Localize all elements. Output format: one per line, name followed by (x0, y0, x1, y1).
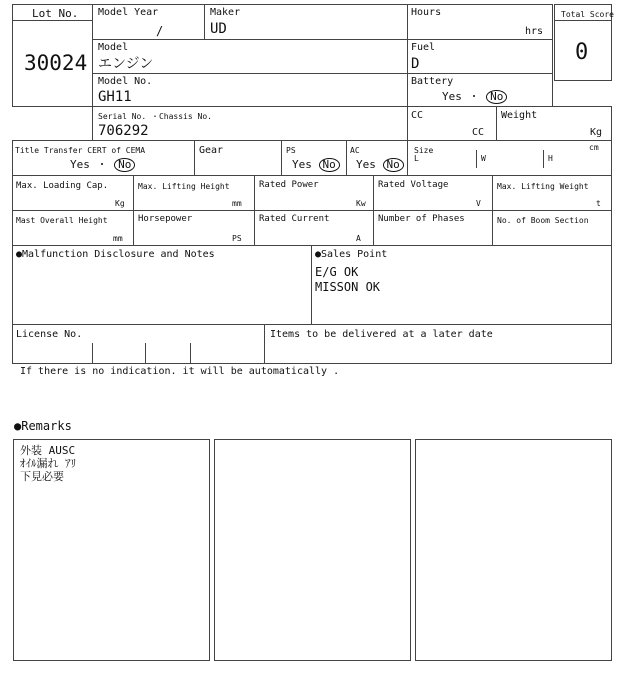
license-label: License No. (16, 329, 83, 340)
max-lifting-weight-label: Max. Lifting Weight (497, 182, 589, 191)
ac-no-circled: No (383, 158, 404, 172)
sales-point-label: ●Sales Point (315, 249, 388, 260)
battery-yes: Yes (442, 90, 462, 103)
rated-power-label: Rated Power (259, 180, 319, 190)
ac-label: AC (350, 146, 360, 155)
total-score-divider (554, 20, 612, 21)
max-lifting-weight-unit: t (596, 199, 601, 208)
size-divider-1 (476, 150, 477, 168)
sales-point-line-1: E/G OK (315, 265, 359, 279)
horsepower-unit: PS (232, 234, 242, 243)
mast-height-unit: mm (113, 234, 123, 243)
lot-label: Lot No. (32, 7, 79, 20)
maker-label: Maker (210, 7, 241, 18)
model-label: Model (98, 42, 129, 53)
size-label: Size (414, 146, 434, 155)
rated-power-unit: Kw (356, 199, 366, 208)
battery-label: Battery (411, 76, 454, 87)
license-divider-2 (145, 343, 146, 364)
cc-label: CC (411, 110, 424, 121)
ps-label: PS (286, 146, 296, 155)
max-loading-unit: Kg (115, 199, 125, 208)
size-divider-2 (543, 150, 544, 168)
ps-options (292, 158, 340, 172)
remarks-title: ●Remarks (14, 419, 72, 433)
remarks-box-2 (214, 439, 411, 661)
max-lifting-height-unit: mm (232, 199, 242, 208)
fuel-label: Fuel (411, 42, 436, 53)
remarks-box-3 (415, 439, 612, 661)
mast-height-label: Mast Overall Height (16, 216, 108, 225)
footnote: If there is no indication. it will be automatically . (20, 366, 340, 377)
total-score-value: 0 (575, 40, 589, 65)
horsepower-label: Horsepower (138, 214, 193, 224)
size-unit: cm (589, 143, 599, 152)
title-transfer-label: Title Transfer CERT of CEMA (15, 146, 146, 155)
model-no-value: GH11 (98, 89, 132, 105)
title-transfer-yes: Yes (70, 158, 90, 171)
model-no-label: Model No. (98, 76, 153, 87)
weight-unit: Kg (590, 127, 603, 138)
phases-label: Number of Phases (378, 214, 465, 224)
size-h: H (548, 154, 553, 163)
remarks-box-1-text: 外装 AUSC ｵｲﾙ漏れ ｱﾘ 下見必要 (20, 444, 77, 483)
model-value: エンジン (98, 56, 154, 72)
weight-label: Weight (501, 110, 538, 121)
title-transfer-options (70, 158, 135, 172)
fuel-value: D (411, 56, 420, 72)
battery-no-circled: No (486, 90, 507, 104)
model-year-label: Model Year (98, 7, 159, 18)
lot-value: 30024 (24, 51, 88, 75)
ac-options (356, 158, 404, 172)
later-items-label: Items to be delivered at a later date (270, 329, 493, 340)
model-year-value: / (156, 24, 164, 38)
sales-point-line-2: MISSON OK (315, 280, 381, 294)
hours-unit: hrs (525, 26, 544, 37)
rated-voltage-unit: V (476, 199, 481, 208)
battery-options (442, 90, 507, 104)
gear-label: Gear (199, 145, 224, 156)
cc-unit: CC (472, 127, 485, 138)
size-cell (407, 140, 612, 176)
boom-sections-label: No. of Boom Section (497, 216, 589, 225)
hours-label: Hours (411, 7, 442, 18)
serial-label: Serial No. ・Chassis No. (98, 112, 212, 121)
license-divider-1 (92, 343, 93, 364)
title-transfer-no-circled: No (114, 158, 135, 172)
ps-no-circled: No (319, 158, 340, 172)
serial-value: 706292 (98, 123, 149, 139)
total-score-label: Total Score (561, 10, 614, 19)
rated-current-unit: A (356, 234, 361, 243)
rated-voltage-label: Rated Voltage (378, 180, 449, 190)
ac-yes: Yes (356, 158, 376, 171)
rated-current-label: Rated Current (259, 214, 330, 224)
license-divider-3 (190, 343, 191, 364)
malfunction-label: ●Malfunction Disclosure and Notes (16, 249, 215, 260)
title-transfer-sep: ・ (96, 158, 108, 171)
maker-value: UD (210, 21, 227, 37)
ps-yes: Yes (292, 158, 312, 171)
size-w: W (481, 154, 486, 163)
lot-divider (12, 20, 93, 21)
size-l: L (414, 154, 419, 163)
max-lifting-height-label: Max. Lifting Height (138, 182, 230, 191)
battery-sep: ・ (468, 90, 480, 103)
max-loading-label: Max. Loading Cap. (16, 181, 109, 191)
